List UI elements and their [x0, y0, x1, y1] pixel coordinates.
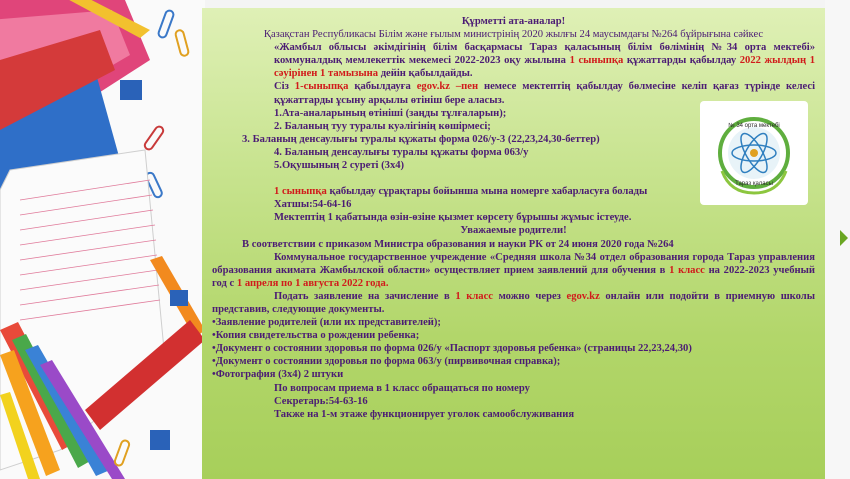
ru-title: Уважаемые родители!	[460, 225, 567, 237]
kz-subtitle: Қазақстан Республикасы Білім және ғылым министрінің 2020 жылғы 24 маусымдағы №264 бұйрығына сәйкес	[263, 29, 764, 41]
kz-intro	[212, 41, 815, 80]
logo-bottom-text: Тараз қаласы	[735, 181, 773, 187]
ru-intro-text: Коммунальное государственное учреждение «Средняя школа №34 отдел образования города Тараз управления образования акимата Жамбылской области» осуществляет прием заявлений для обучения в	[212, 251, 815, 276]
kz-apply-text: Сіз	[274, 81, 289, 93]
kz-apply-text2: қабылдауға	[354, 81, 411, 93]
kz-intro-dates: 2022 жылдың 1 сәуірінен 1 тамызына	[274, 55, 815, 80]
ru-apply	[212, 290, 815, 316]
ru-intro-dates: 1 апреля по 1 августа 2022 года.	[236, 277, 389, 289]
kz-self-service: Мектептің 1 қабатында өзін-өзіне қызмет көрсету бұрышы жұмыс істеуде.	[274, 212, 632, 224]
kz-secretary: Хатшы:54-64-16	[274, 199, 352, 211]
ru-secretary: Секретарь:54-63-16	[274, 395, 368, 407]
kz-list-item-2: 2. Баланың туу туралы куәлігінің көшірмесі;	[274, 120, 491, 132]
ru-list-item-1: •Заявление родителей (или их представителей);	[212, 317, 441, 329]
ru-intro	[212, 251, 815, 290]
ru-apply-text: Подать заявление на зачисление в	[274, 290, 450, 302]
school-supplies-art	[0, 0, 205, 479]
next-arrow-icon	[840, 230, 848, 246]
ru-list-item-5: •Фотография (3х4) 2 штуки	[212, 369, 344, 381]
kz-title: Құрметті ата-аналар!	[461, 16, 566, 27]
kz-intro-highlight: 1 сыныпқа	[569, 55, 624, 67]
ru-egov-link[interactable]: egov.kz	[566, 290, 600, 302]
kz-list-item-5: 5.Оқушының 2 суреті (3х4)	[274, 160, 405, 172]
kz-intro-text2: құжаттарды қабылдау	[626, 55, 737, 67]
kz-intro-text: «Жамбыл облысы әкімдігінің білім басқармасы Тараз қаласының білім бөлімінің №34 орта мектебі» коммуналдық мемлекеттік мекемесі 2022-2023 оқу жылына	[274, 42, 815, 67]
ru-list-item-2: •Копия свидетельства о рождении ребенка;	[212, 330, 420, 342]
atom-emblem-icon	[700, 101, 808, 205]
ru-intro-text2: на 2022-2023 учебный год с	[212, 264, 816, 289]
kz-contact-text: қабылдау сұрақтары бойынша мына номерге хабарласуға болады	[329, 186, 648, 198]
kz-apply-text3: немесе мектептің қабылдау бөлмесіне келіп қағаз түрінде келесі құжаттарды ұсыну арқылы өтініш бере аласыз.	[274, 81, 816, 106]
kz-intro-text3: дейін қабылдайды.	[380, 68, 473, 80]
ru-apply-text3: онлайн или подойти в приемную школы представив, следующие документы.	[212, 290, 815, 315]
kz-list-item-4: 4. Баланың денсаулығы туралы құжаты форма 063/у	[274, 146, 529, 158]
ru-list-item-4: •Документ о состоянии здоровья по форма 063/у (пирвивочная справка);	[212, 356, 561, 368]
ru-order: В соответствии с приказом Министра образования и науки РК от 24 июня 2020 года №264	[242, 238, 674, 250]
kz-list-item-1: 1.Ата-аналарының өтініші (заңды тұлғаларын);	[274, 107, 507, 119]
school-supplies-illustration	[0, 0, 205, 479]
kz-egov-link[interactable]: egov.kz –пен	[416, 81, 479, 93]
ru-list-item-3: •Документ о состоянии здоровья по форма 026/у «Паспорт здоровья ребенка» (страницы 22,23,24,30)	[212, 343, 692, 355]
school-logo	[700, 101, 808, 205]
ru-intro-highlight: 1 класс	[669, 264, 705, 276]
logo-top-text: № 34 орта мектебі	[728, 123, 780, 129]
ru-apply-text2: можно через	[498, 290, 561, 302]
ru-self-service: Также на 1-м этаже функционирует уголок самообслуживания	[274, 408, 575, 420]
ru-contact: По вопросам приема в 1 класс обращаться по номеру	[274, 382, 530, 394]
ru-apply-highlight: 1 класс	[455, 290, 494, 302]
notice-panel	[202, 8, 825, 479]
kz-apply-highlight: 1-сыныпқа	[294, 81, 349, 93]
kz-list-item-3: 3. Баланың денсаулығы туралы құжаты форма 026/у-3 (22,23,24,30-беттер)	[242, 133, 600, 145]
kz-contact-highlight: 1 сыныпқа	[274, 186, 327, 198]
